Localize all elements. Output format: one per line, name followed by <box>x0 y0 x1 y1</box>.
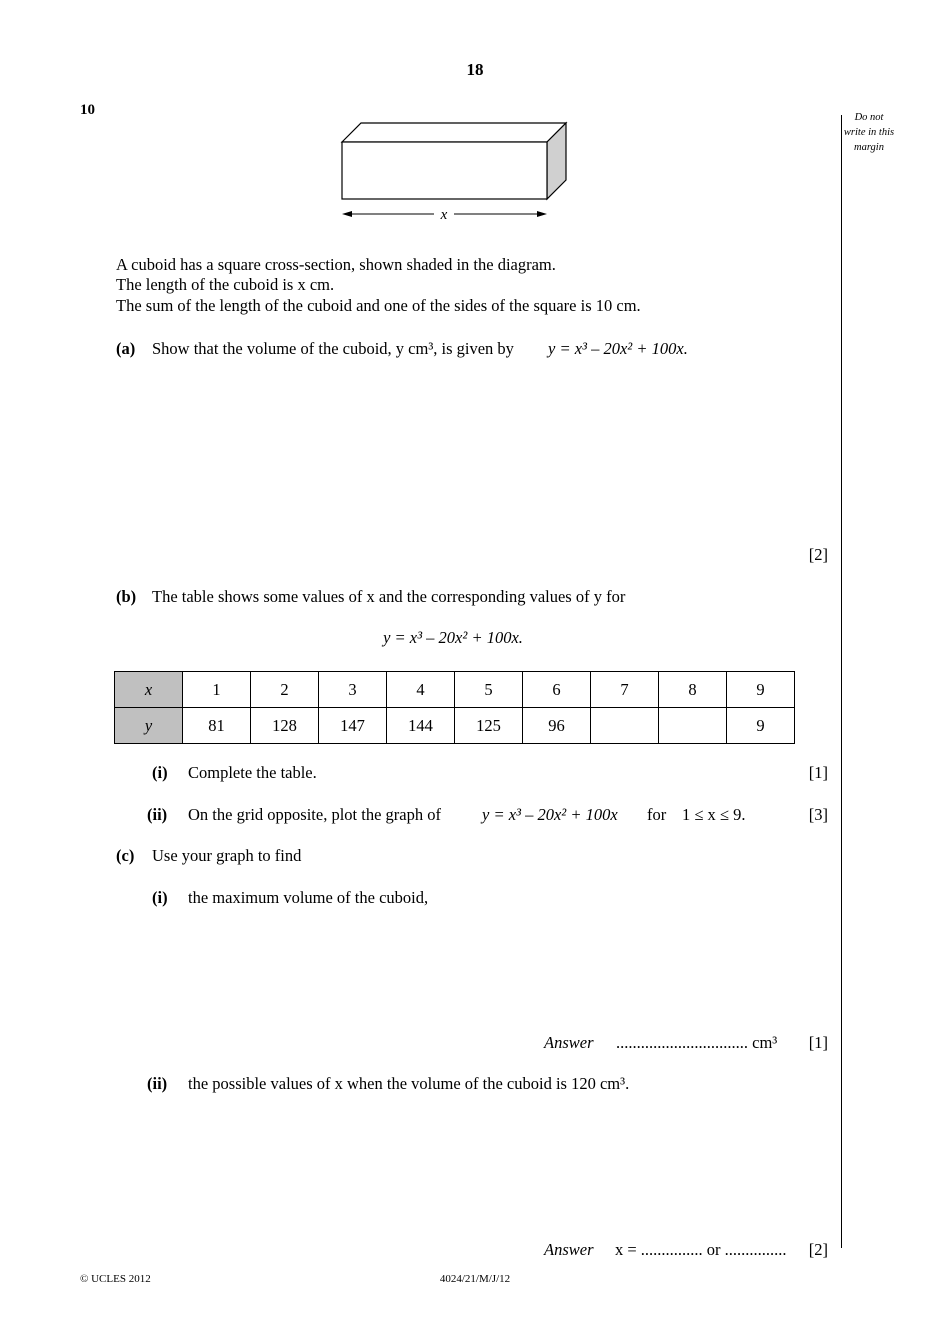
part-c-ii-answer-line[interactable]: x = ............... or ............... <box>615 1240 787 1259</box>
cuboid-diagram <box>330 115 580 225</box>
table-header-x: x <box>115 672 183 708</box>
part-c-text: Use your graph to find <box>152 846 302 865</box>
part-a-marks: [2] <box>808 545 828 564</box>
part-c-i-marks: [1] <box>808 1033 828 1052</box>
table-cell: 125 <box>455 708 523 744</box>
dimension-arrow-right <box>537 211 547 217</box>
intro-line-3: The sum of the length of the cuboid and one of the sides of the square is 10 cm. <box>116 296 641 315</box>
table-cell: 9 <box>727 672 795 708</box>
part-c-ii-answer-label: Answer <box>544 1240 594 1259</box>
dimension-label: x <box>440 207 448 223</box>
part-b-i-text: Complete the table. <box>188 763 317 782</box>
part-a-equation: y = x³ – 20x² + 100x. <box>548 339 688 358</box>
table-cell: 144 <box>387 708 455 744</box>
part-c-ii-marks: [2] <box>808 1240 828 1259</box>
part-b-ii-text: On the grid opposite, plot the graph of <box>188 805 441 824</box>
part-b-ii-range: 1 ≤ x ≤ 9. <box>682 805 746 824</box>
margin-note-line-3: margin <box>854 142 884 153</box>
part-c-i-text: the maximum volume of the cuboid, <box>188 888 429 907</box>
part-c-ii-text: the possible values of x when the volume of the cuboid is 120 cm³. <box>188 1074 630 1093</box>
part-c-i-answer-label: Answer <box>544 1033 594 1052</box>
table-cell: 5 <box>455 672 523 708</box>
margin-note-line-2: write in this <box>843 127 895 138</box>
intro-line-2: The length of the cuboid is x cm. <box>116 275 335 294</box>
part-c-i-answer-line[interactable]: ................................ cm³ <box>616 1033 778 1052</box>
table-row-x <box>115 672 795 708</box>
table-cell: 8 <box>659 672 727 708</box>
table-header-y: y <box>115 708 183 744</box>
table-cell: 81 <box>183 708 251 744</box>
part-c-i-label: (i) <box>152 888 168 907</box>
part-a-label: (a) <box>116 339 136 358</box>
cuboid-top-face <box>342 123 566 142</box>
footer-paper-code: 4024/21/M/J/12 <box>439 1273 511 1285</box>
table-cell: 128 <box>251 708 319 744</box>
values-table <box>114 671 795 744</box>
part-b-i-label: (i) <box>152 763 168 782</box>
part-b-label: (b) <box>116 587 137 606</box>
margin-line <box>841 115 842 1248</box>
table-cell: 147 <box>319 708 387 744</box>
table-cell-blank[interactable] <box>659 708 727 744</box>
part-b-ii-equation: y = x³ – 20x² + 100x <box>482 805 618 824</box>
table-cell: 2 <box>251 672 319 708</box>
table-row-y <box>115 708 795 744</box>
part-a-text: Show that the volume of the cuboid, y cm³, is given by <box>152 339 514 358</box>
table-cell: 9 <box>727 708 795 744</box>
part-b-text: The table shows some values of x and the corresponding values of y for <box>152 587 626 606</box>
table-cell: 6 <box>523 672 591 708</box>
footer-copyright: © UCLES 2012 <box>80 1273 151 1285</box>
part-b-ii-for: for <box>647 805 667 824</box>
page-number: 18 <box>466 60 484 79</box>
margin-note <box>838 110 900 155</box>
cuboid-front-face <box>342 142 547 199</box>
dimension-arrow-left <box>342 211 352 217</box>
part-c-ii-label: (ii) <box>147 1074 168 1093</box>
part-b-i-marks: [1] <box>808 763 828 782</box>
margin-note-line-1: Do not <box>854 112 884 123</box>
table-cell: 1 <box>183 672 251 708</box>
table-cell-blank[interactable] <box>591 708 659 744</box>
part-b-ii-marks: [3] <box>808 805 828 824</box>
part-b-equation: y = x³ – 20x² + 100x. <box>383 628 523 647</box>
part-c-label: (c) <box>116 846 135 865</box>
table-cell: 4 <box>387 672 455 708</box>
table-cell: 96 <box>523 708 591 744</box>
question-number: 10 <box>80 102 95 118</box>
intro-line-1: A cuboid has a square cross-section, shown shaded in the diagram. <box>116 255 556 274</box>
table-cell: 7 <box>591 672 659 708</box>
table-cell: 3 <box>319 672 387 708</box>
part-b-ii-label: (ii) <box>147 805 168 824</box>
